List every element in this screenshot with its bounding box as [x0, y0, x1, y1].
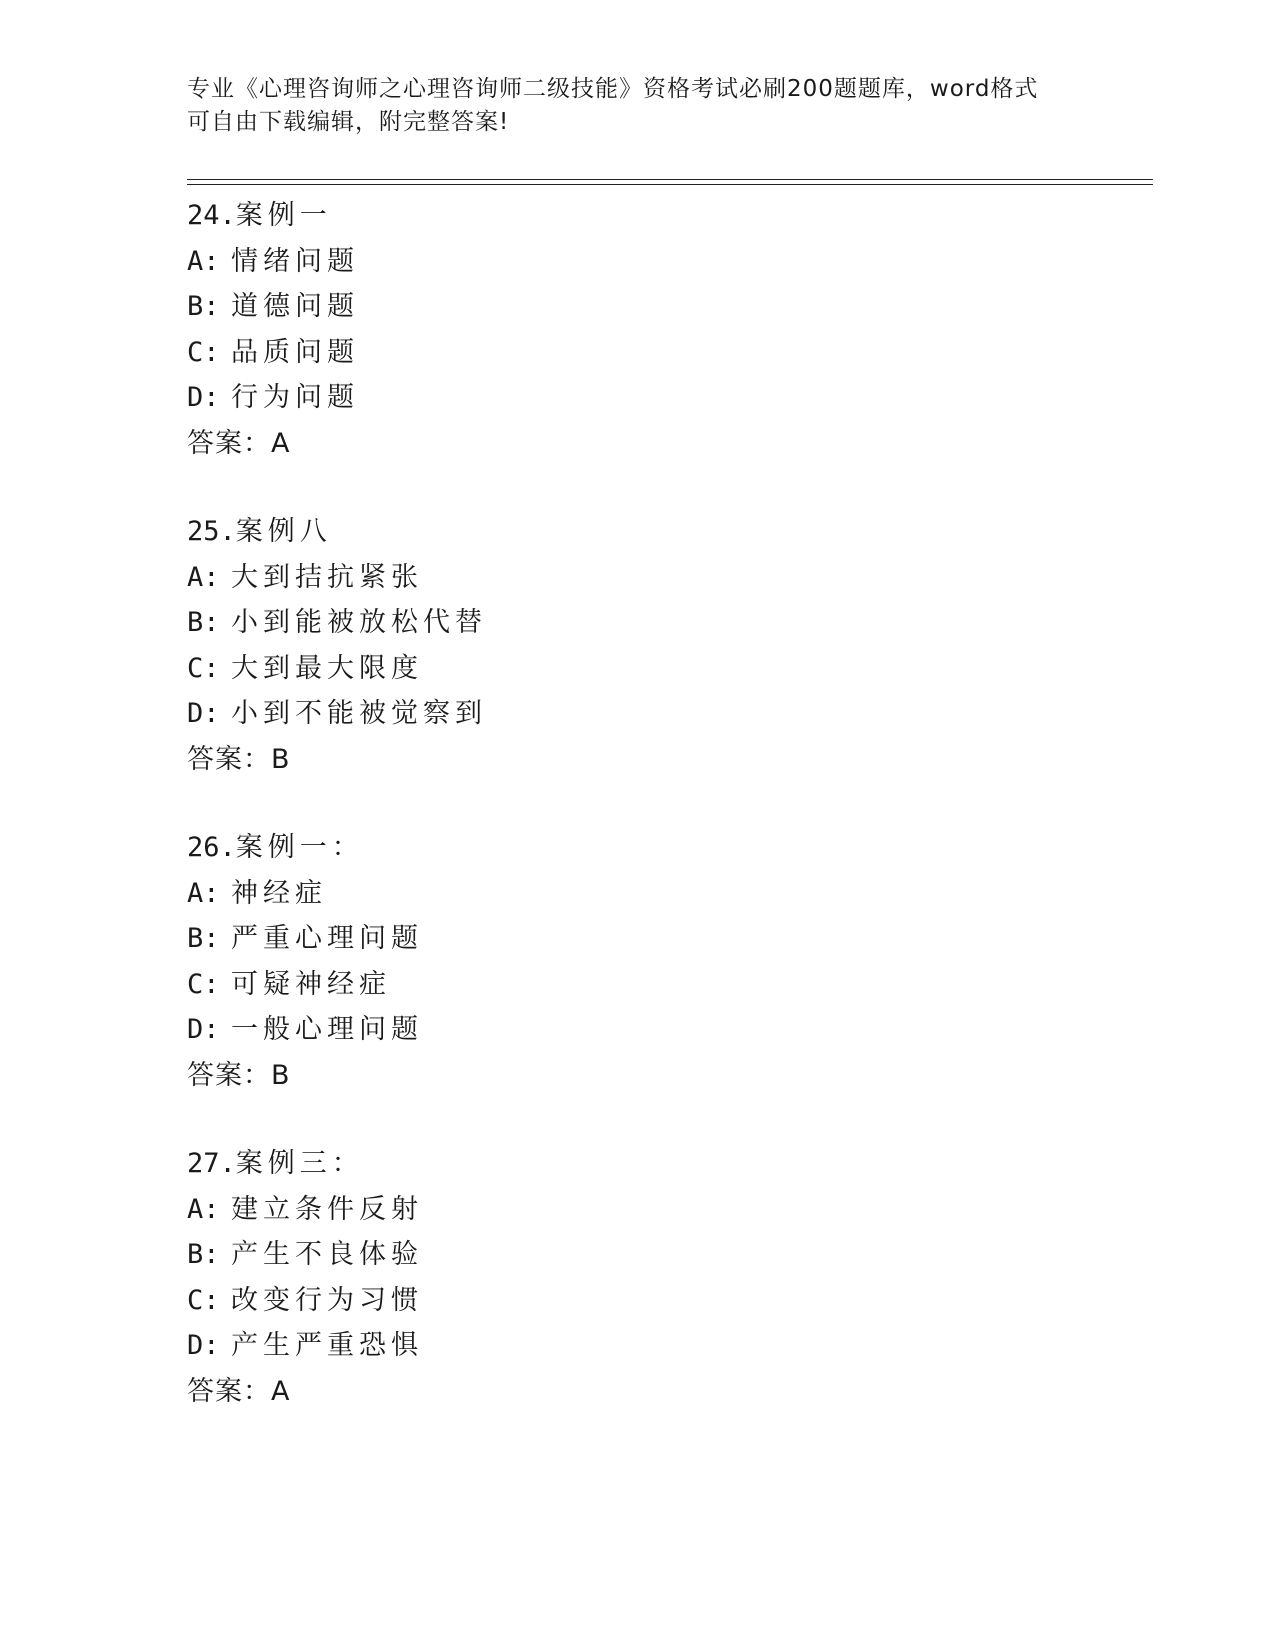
option-a [187, 871, 1147, 917]
question-27 [187, 1141, 1147, 1414]
option-b [187, 1232, 1147, 1278]
option-text: 小到能被放松代替 [231, 607, 487, 638]
option-text: 行为问题 [231, 382, 359, 413]
question-text: 案例一 [235, 200, 332, 231]
option-c [187, 1278, 1147, 1324]
option-d [187, 1007, 1147, 1053]
option-key: C: [187, 1284, 220, 1316]
question-text: 案例三： [235, 1148, 364, 1179]
option-c [187, 646, 1147, 692]
question-stem [187, 509, 1147, 555]
answer-value: A [271, 1375, 291, 1407]
option-key: B: [187, 923, 220, 954]
answer-label: 答案： [187, 427, 271, 459]
option-text: 可疑神经症 [231, 968, 391, 1000]
question-stem [187, 1141, 1147, 1187]
question-text: 案例一： [235, 832, 364, 863]
option-c [187, 330, 1147, 376]
option-text: 神经症 [231, 877, 327, 909]
answer [187, 737, 1147, 783]
question-number: 26. [187, 832, 236, 863]
option-text: 产生严重恐惧 [231, 1330, 423, 1361]
question-number: 24. [187, 200, 236, 231]
option-b [187, 600, 1147, 646]
answer [187, 421, 1147, 467]
option-d [187, 691, 1147, 737]
header-line-1: 专业《心理咨询师之心理咨询师二级技能》资格考试必刷200题题库，word格式 [187, 76, 1039, 102]
option-key: A: [187, 1193, 220, 1225]
answer [187, 1053, 1147, 1099]
answer-value: B [271, 743, 291, 775]
answer-label: 答案： [187, 1375, 271, 1407]
header-divider [187, 179, 1153, 185]
option-key: A: [187, 245, 220, 277]
question-24 [187, 193, 1147, 466]
header-line-2: 可自由下载编辑，附完整答案! [187, 109, 510, 135]
question-text: 案例八 [235, 516, 332, 547]
option-b [187, 916, 1147, 962]
option-key: B: [187, 291, 220, 322]
option-key: B: [187, 607, 220, 638]
question-stem [187, 193, 1147, 239]
answer-label: 答案： [187, 1059, 271, 1091]
question-number: 25. [187, 516, 236, 547]
option-key: D: [187, 1330, 220, 1361]
option-key: C: [187, 968, 220, 1000]
option-key: C: [187, 336, 220, 368]
option-text: 建立条件反射 [231, 1193, 423, 1225]
option-text: 一般心理问题 [231, 1014, 423, 1045]
option-text: 品质问题 [231, 336, 359, 368]
option-d [187, 375, 1147, 421]
option-text: 道德问题 [231, 291, 359, 322]
document-header [187, 73, 1087, 139]
option-a [187, 555, 1147, 601]
answer [187, 1369, 1147, 1415]
option-c [187, 962, 1147, 1008]
option-key: A: [187, 561, 220, 593]
option-text: 改变行为习惯 [231, 1284, 423, 1316]
option-text: 小到不能被觉察到 [231, 698, 487, 729]
option-text: 严重心理问题 [231, 923, 423, 954]
option-key: C: [187, 652, 220, 684]
option-key: D: [187, 698, 220, 729]
option-key: B: [187, 1239, 220, 1270]
option-a [187, 1187, 1147, 1233]
question-number: 27. [187, 1148, 236, 1179]
option-text: 情绪问题 [231, 245, 359, 277]
answer-value: B [271, 1059, 291, 1091]
question-26 [187, 825, 1147, 1098]
option-d [187, 1323, 1147, 1369]
option-text: 大到拮抗紧张 [231, 561, 423, 593]
option-key: A: [187, 877, 220, 909]
option-text: 大到最大限度 [231, 652, 423, 684]
option-a [187, 239, 1147, 285]
answer-label: 答案： [187, 743, 271, 775]
answer-value: A [271, 427, 291, 459]
question-25 [187, 509, 1147, 782]
question-list [187, 193, 1147, 1457]
question-stem [187, 825, 1147, 871]
option-key: D: [187, 1014, 220, 1045]
option-text: 产生不良体验 [231, 1239, 423, 1270]
option-b [187, 284, 1147, 330]
option-key: D: [187, 382, 220, 413]
